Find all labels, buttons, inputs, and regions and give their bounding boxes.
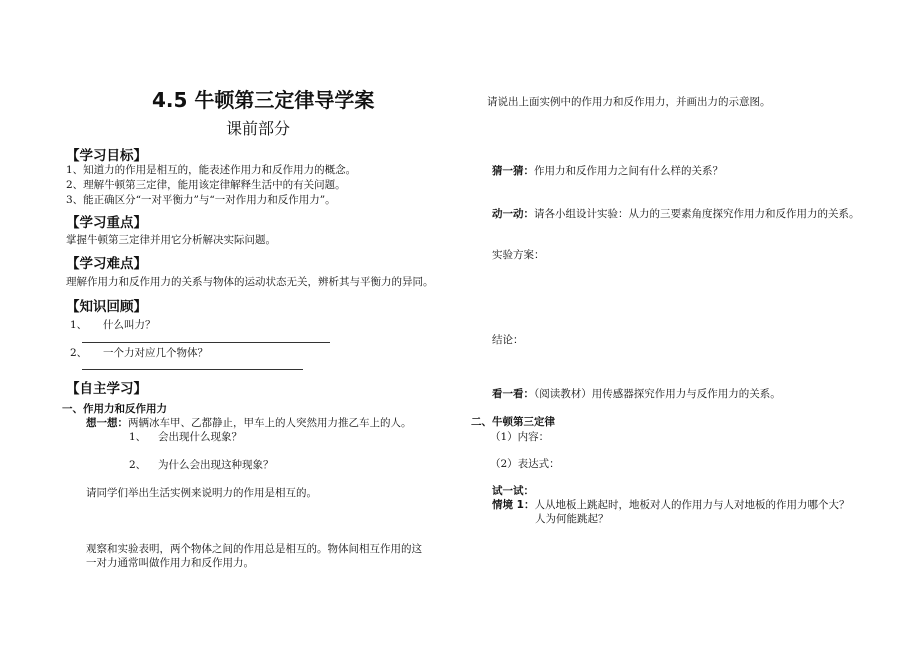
- conclusion-label: 结论：: [492, 334, 524, 346]
- key-points-heading: 【学习重点】: [66, 215, 147, 231]
- goals-heading: 【学习目标】: [66, 148, 147, 164]
- expression-label: （2）表达式：: [490, 458, 560, 470]
- look-paragraph: [492, 387, 781, 402]
- answer-line-2: [82, 369, 303, 370]
- key-points-text: 掌握牛顿第三定律并用它分析解决实际问题。: [66, 234, 276, 246]
- page-title: 4.5 牛顿第三定律导学案: [152, 88, 375, 112]
- review-q1-text: 什么叫力？: [103, 319, 156, 331]
- think-q1-text: 会出现什么现象？: [158, 431, 242, 443]
- difficulties-text: 理解作用力和反作用力的关系与物体的运动状态无关，辨析其与平衡力的异同。: [66, 276, 434, 288]
- situation-paragraph: [492, 498, 849, 513]
- review-q2-number: 2、: [70, 347, 88, 359]
- activity-paragraph: [492, 207, 860, 222]
- conclusion-line-1: 观察和实验表明，两个物体之间的作用总是相互的。物体间相互作用的这: [86, 543, 422, 555]
- guess-text: 作用力和反作用力之间有什么样的关系？: [534, 165, 723, 177]
- examples-prompt: 请同学们举出生活实例来说明力的作用是相互的。: [86, 487, 317, 499]
- situation-text-2: 人为何能跳起？: [535, 513, 609, 525]
- draw-forces-prompt: 请说出上面实例中的作用力和反作用力，并画出力的示意图。: [487, 96, 771, 108]
- self-study-heading: 【自主学习】: [66, 381, 147, 397]
- review-q1-number: 1、: [70, 319, 88, 331]
- look-text: （阅读教材）用传感器探究作用力与反作用力的关系。: [534, 388, 781, 400]
- goal-item-2: 2、理解牛顿第三定律，能用该定律解释生活中的有关问题。: [66, 179, 346, 191]
- think-q1-number: 1、: [129, 431, 147, 443]
- guess-paragraph: [492, 164, 723, 179]
- try-label: 试一试：: [492, 485, 534, 497]
- activity-label: 动一动：: [492, 208, 534, 220]
- difficulties-heading: 【学习难点】: [66, 256, 147, 272]
- situation-text: 人从地板上跳起时，地板对人的作用力与人对地板的作用力哪个大？: [534, 499, 850, 511]
- think-label: 想一想：: [86, 417, 128, 429]
- section-2-heading: 二、牛顿第三定律: [471, 416, 555, 428]
- section-1-heading: 一、作用力和反作用力: [62, 403, 167, 415]
- think-paragraph: [86, 416, 412, 431]
- look-label: 看一看：: [492, 388, 534, 400]
- guess-label: 猜一猜：: [492, 165, 534, 177]
- review-heading: 【知识回顾】: [66, 299, 147, 315]
- conclusion-line-2: 一对力通常叫做作用力和反作用力。: [86, 557, 254, 569]
- review-q2-text: 一个力对应几个物体？: [103, 347, 208, 359]
- situation-label: 情境 1：: [492, 499, 535, 511]
- think-q2-text: 为什么会出现这种现象？: [158, 459, 274, 471]
- activity-text: 请各小组设计实验：从力的三要素角度探究作用力和反作用力的关系。: [534, 208, 860, 220]
- think-text: 两辆冰车甲、乙都静止，甲车上的人突然用力推乙车上的人。: [128, 417, 412, 429]
- experiment-plan-label: 实验方案：: [492, 249, 545, 261]
- think-q2-number: 2、: [129, 459, 147, 471]
- content-label: （1）内容：: [490, 431, 550, 443]
- answer-line-1: [82, 342, 330, 343]
- page-subtitle: 课前部分: [226, 119, 291, 138]
- goal-item-1: 1、知道力的作用是相互的，能表述作用力和反作用力的概念。: [66, 164, 357, 176]
- goal-item-3: 3、能正确区分“一对平衡力”与“一对作用力和反作用力”。: [66, 194, 336, 206]
